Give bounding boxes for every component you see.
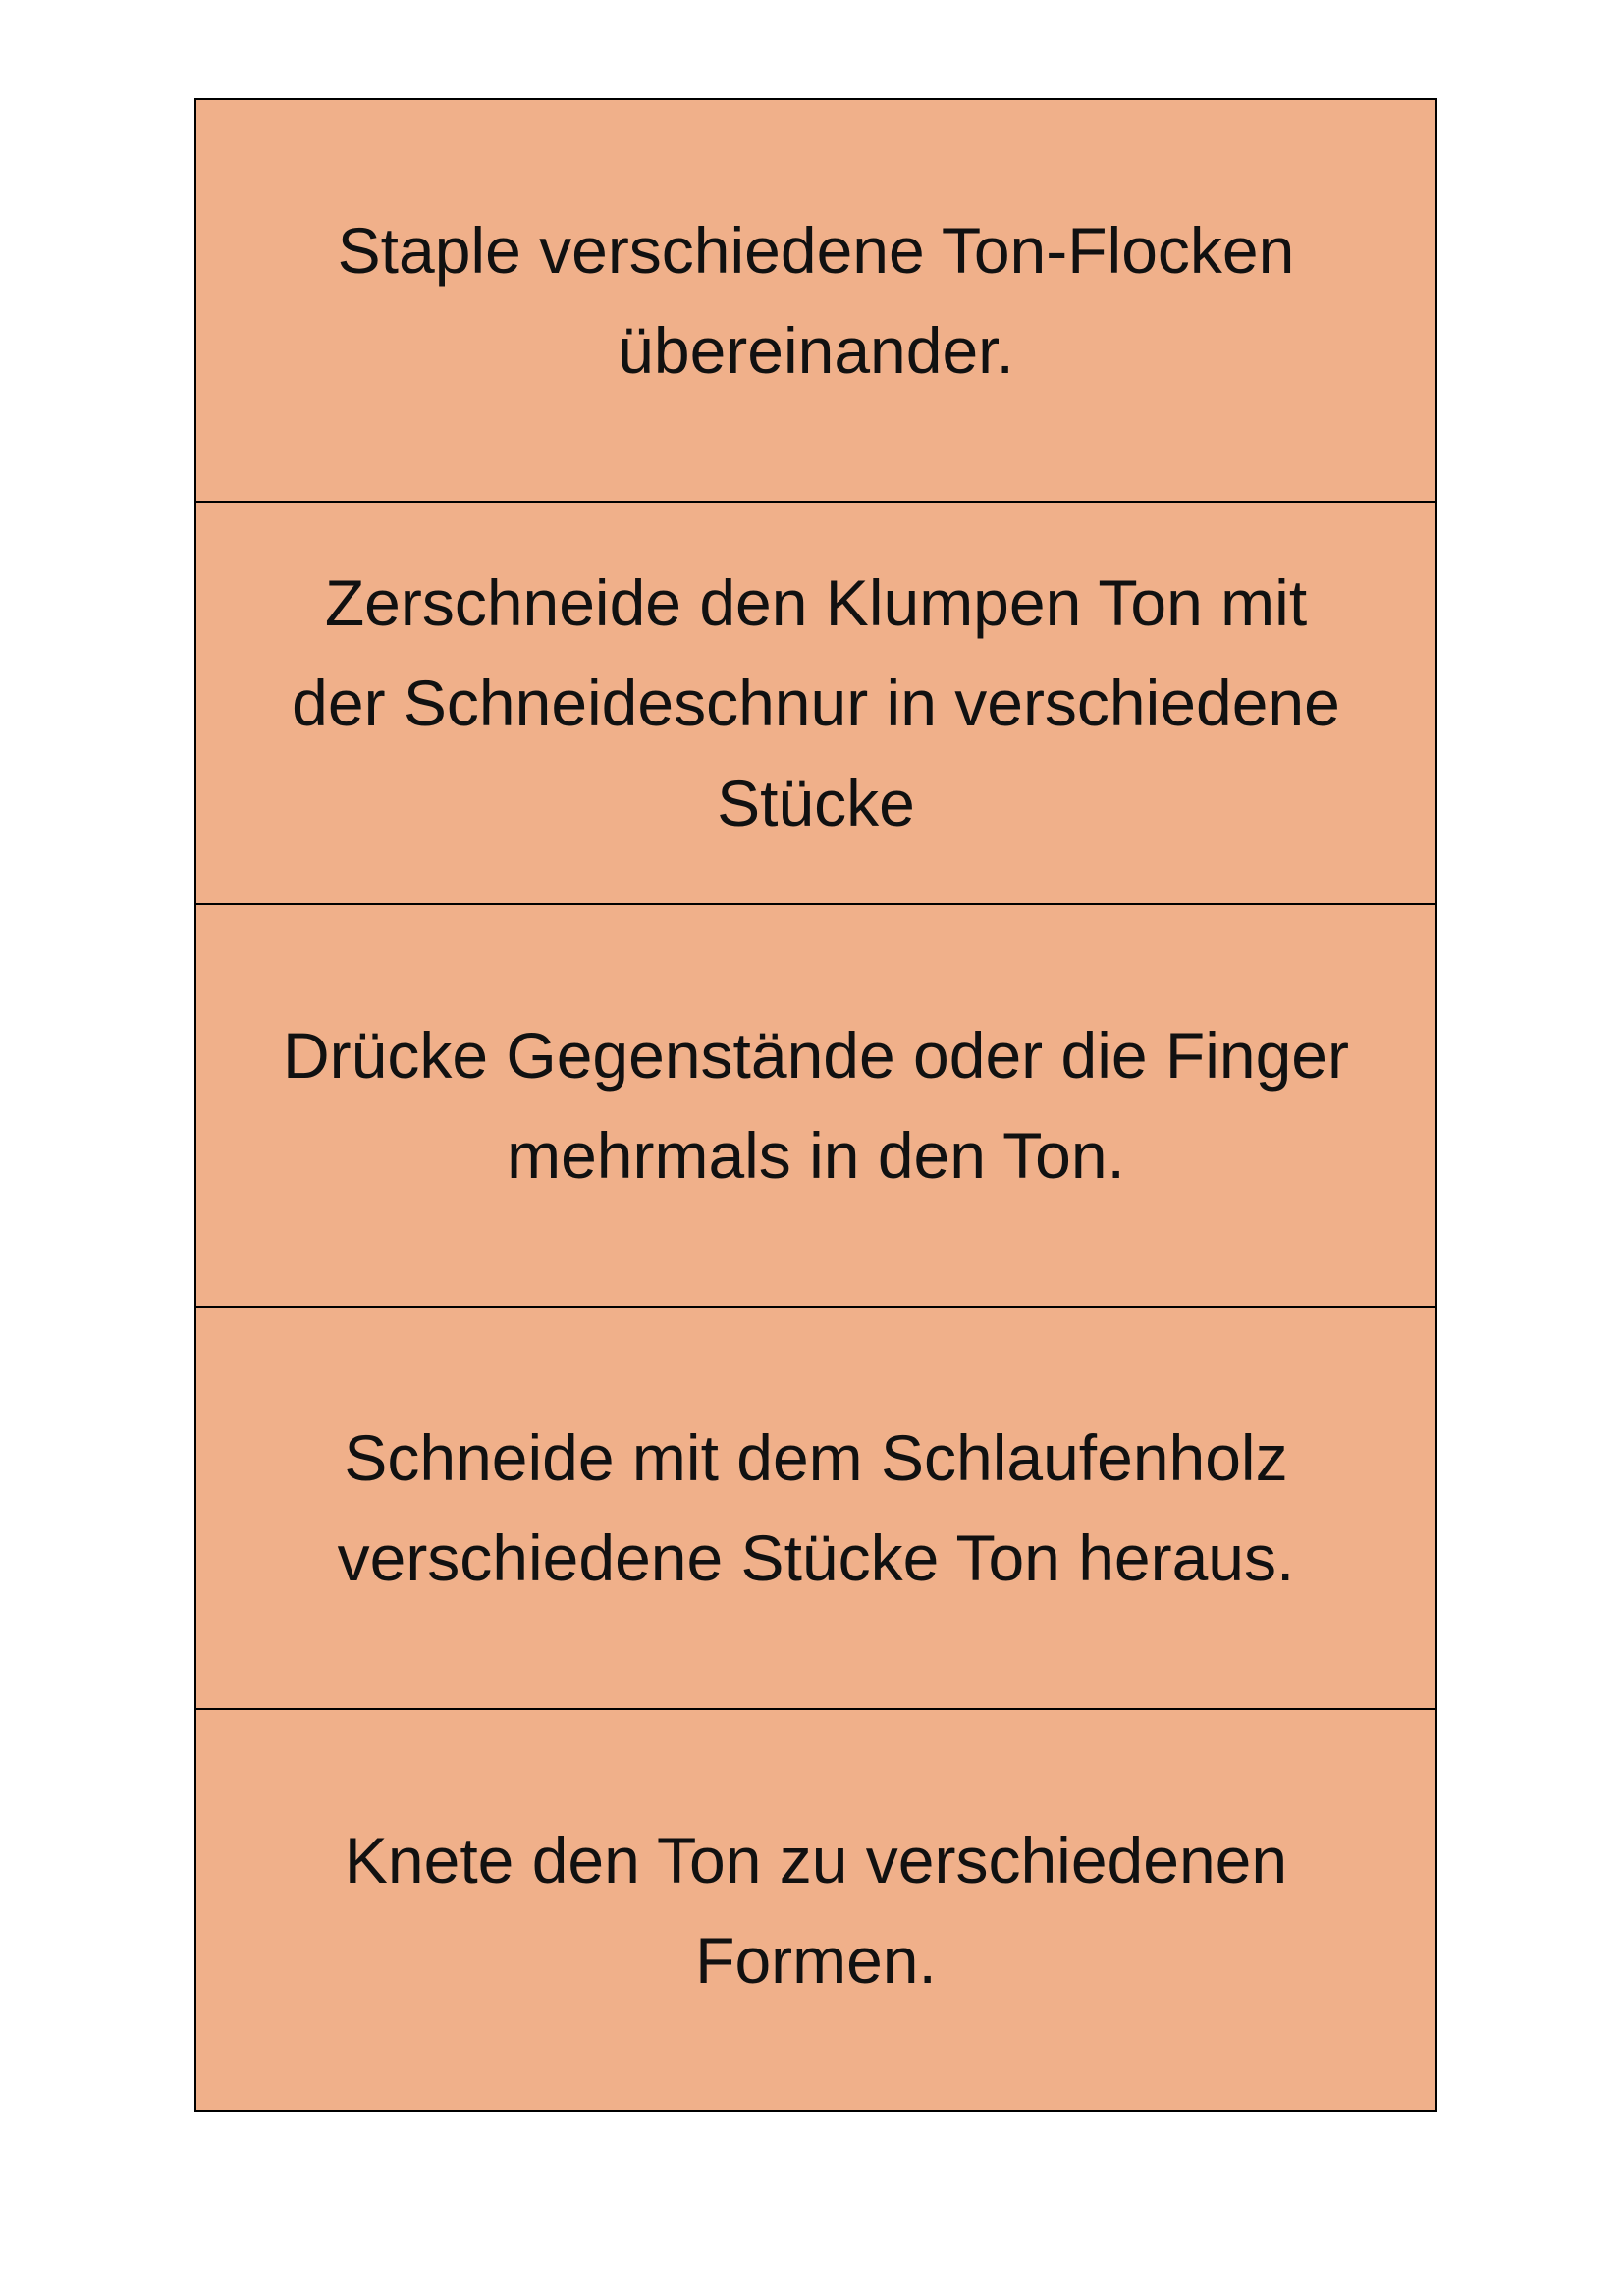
card-5 (196, 1710, 1435, 2110)
card-1-text: Staple verschiedene Ton-Flocken übereinander. (337, 214, 1295, 387)
card-2-text: Zerschneide den Klumpen Ton mit der Schneideschnur in verschiedene Stücke (292, 566, 1340, 839)
card-4-text: Schneide mit dem Schlaufenholz verschiedene Stücke Ton heraus. (337, 1421, 1295, 1594)
card-table (194, 98, 1437, 2112)
card-1 (196, 100, 1435, 503)
card-3 (196, 905, 1435, 1308)
card-4 (196, 1308, 1435, 1710)
card-2 (196, 503, 1435, 905)
card-3-text: Drücke Gegenstände oder die Finger mehrmals in den Ton. (283, 1019, 1349, 1192)
card-5-text: Knete den Ton zu verschiedenen Formen. (344, 1824, 1288, 1997)
